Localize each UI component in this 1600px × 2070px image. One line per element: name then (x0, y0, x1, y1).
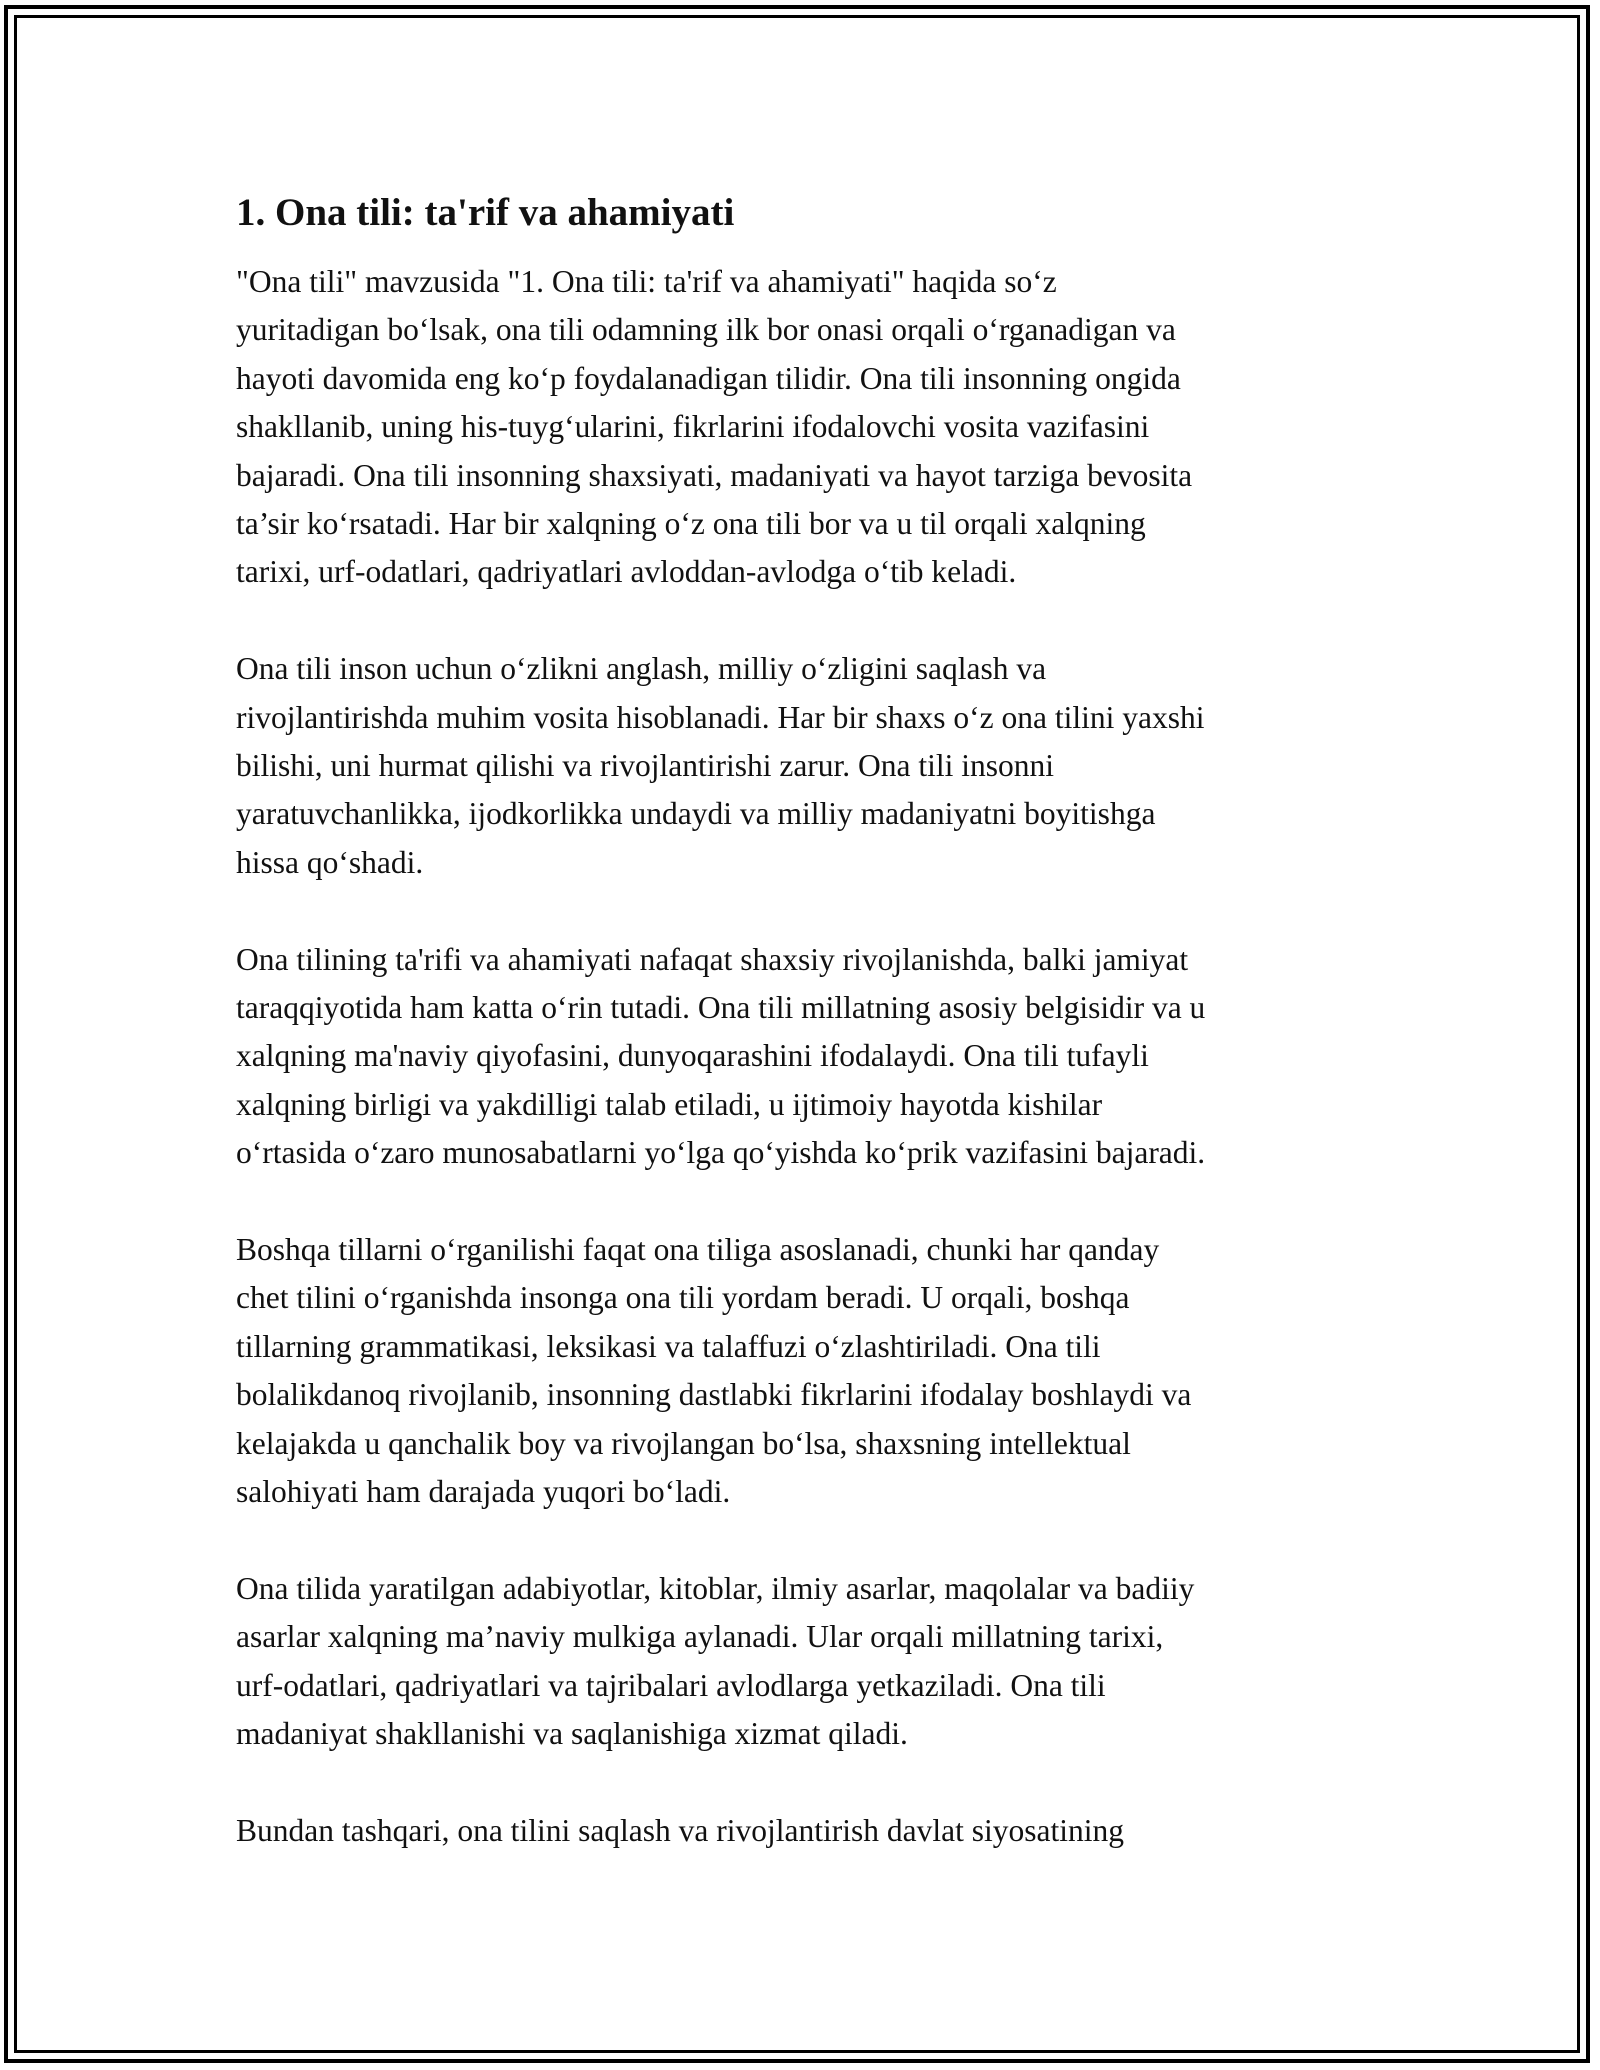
text-line: tarixi, urf-odatlari, qadriyatlari avloddan-avlodga o‘tib keladi. (236, 554, 1017, 590)
section-heading: 1. Ona tili: ta'rif va ahamiyati (236, 191, 735, 234)
paragraph (236, 258, 1386, 597)
text-line: hayoti davomida eng ko‘p foydalanadigan tilidir. Ona tili insonning ongida (236, 360, 1181, 396)
paragraph (236, 1807, 1386, 1855)
paragraph (236, 1565, 1386, 1759)
text-line: urf-odatlari, qadriyatlari va tajribalari avlodlarga yetkaziladi. Ona tili (236, 1667, 1106, 1703)
text-line: Bundan tashqari, ona tilini saqlash va rivojlantirish davlat siyosatining (236, 1812, 1124, 1848)
text-line: yuritadigan bo‘lsak, ona tili odamning ilk bor onasi orqali o‘rganadigan va (236, 312, 1176, 348)
text-line: o‘rtasida o‘zaro munosabatlarni yo‘lga qo‘yishda ko‘prik vazifasini bajaradi. (236, 1135, 1206, 1171)
text-line: rivojlantirishda muhim vosita hisoblanadi. Har bir shaxs o‘z ona tilini yaxshi (236, 699, 1205, 735)
text-line: Boshqa tillarni o‘rganilishi faqat ona tiliga asoslanadi, chunki har qanday (236, 1232, 1160, 1268)
paragraph (236, 936, 1386, 1178)
text-line: kelajakda u qanchalik boy va rivojlangan bo‘lsa, shaxsning intellektual (236, 1425, 1131, 1461)
text-line: "Ona tili" mavzusida "1. Ona tili: ta'rif va ahamiyati" haqida so‘z (236, 264, 1057, 299)
text-line: madaniyat shakllanishi va saqlanishiga xizmat qiladi. (236, 1716, 908, 1752)
paragraph (236, 645, 1386, 887)
text-line: Ona tili inson uchun o‘zlikni anglash, milliy o‘zligini saqlash va (236, 651, 1047, 687)
text-line: chet tilini o‘rganishda insonga ona tili yordam beradi. U orqali, boshqa (236, 1280, 1130, 1316)
text-line: Ona tilining ta'rifi va ahamiyati nafaqat shaxsiy rivojlanishda, balki jamiyat (236, 941, 1189, 977)
text-line: bilishi, uni hurmat qilishi va rivojlantirishi zarur. Ona tili insonni (236, 748, 1055, 784)
text-line: yaratuvchanlikka, ijodkorlikka undaydi va milliy madaniyatni boyitishga (236, 796, 1156, 832)
text-line: xalqning ma'naviy qiyofasini, dunyoqarashini ifodalaydi. Ona tili tufayli (236, 1038, 1149, 1074)
text-line: bolalikdanoq rivojlanib, insonning dastlabki fikrlarini ifodalay boshlaydi va (236, 1377, 1192, 1413)
text-line: hissa qo‘shadi. (236, 844, 424, 880)
text-line: ta’sir ko‘rsatadi. Har bir xalqning o‘z ona tili bor va u til orqali xalqning (236, 506, 1146, 542)
document-page (236, 188, 1386, 1904)
text-line: taraqqiyotida ham katta o‘rin tutadi. Ona tili millatning asosiy belgisidir va u (236, 990, 1206, 1026)
paragraph (236, 1226, 1386, 1516)
text-line: tillarning grammatikasi, leksikasi va talaffuzi o‘zlashtiriladi. Ona tili (236, 1328, 1101, 1364)
text-line: bajaradi. Ona tili insonning shaxsiyati, madaniyati va hayot tarziga bevosita (236, 457, 1193, 493)
text-line: asarlar xalqning ma’naviy mulkiga aylanadi. Ular orqali millatning tarixi, (236, 1619, 1164, 1655)
text-line: xalqning birligi va yakdilligi talab etiladi, u ijtimoiy hayotda kishilar (236, 1086, 1103, 1122)
text-line: salohiyati ham darajada yuqori bo‘ladi. (236, 1474, 731, 1510)
text-line: Ona tilida yaratilgan adabiyotlar, kitoblar, ilmiy asarlar, maqolalar va badiiy (236, 1570, 1195, 1606)
text-line: shakllanib, uning his-tuyg‘ularini, fikrlarini ifodalovchi vosita vazifasini (236, 409, 1150, 445)
